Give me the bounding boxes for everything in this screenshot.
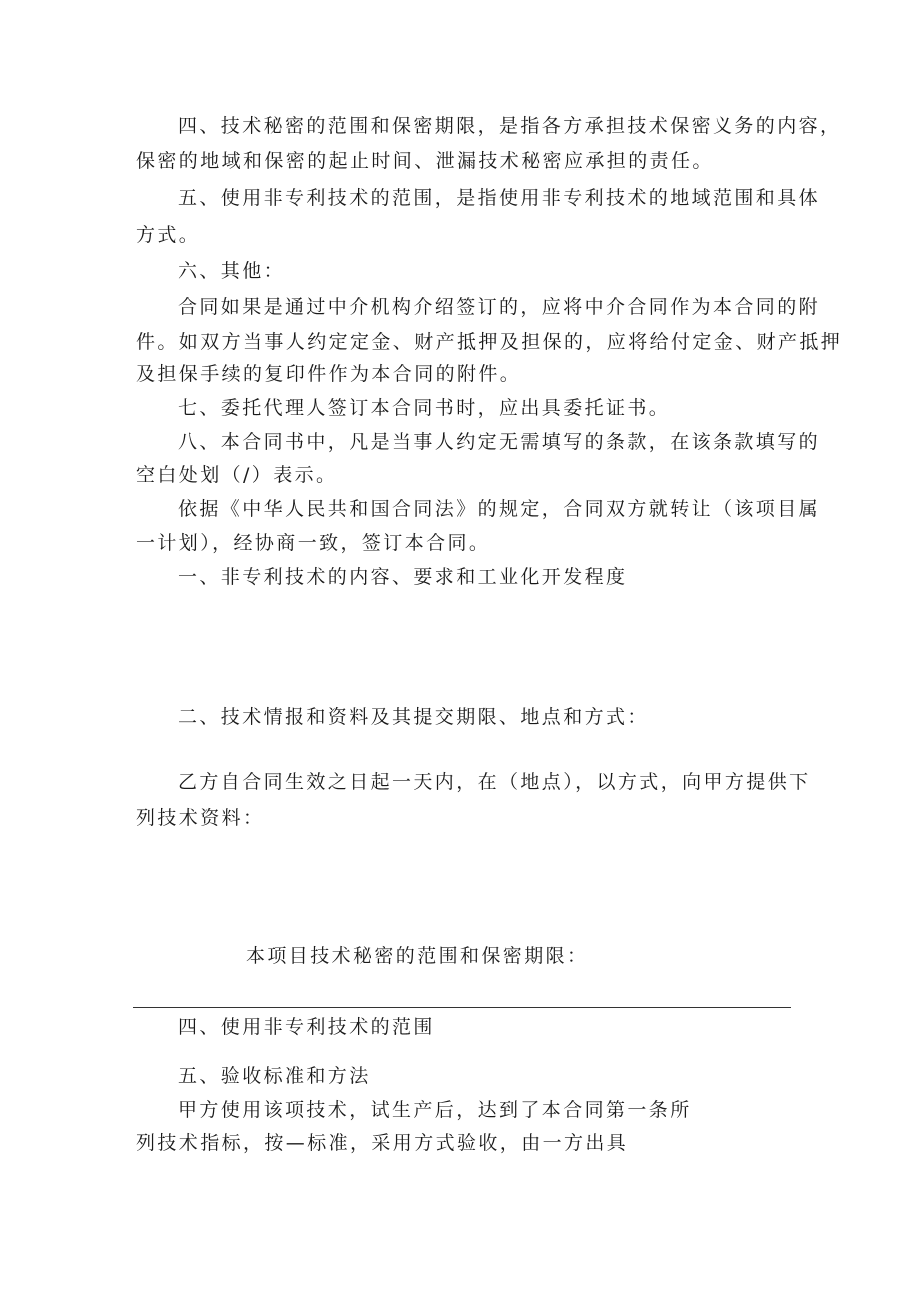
paragraph-line: 七、委托代理人签订本合同书时，应出具委托证书。 (178, 397, 671, 419)
paragraph-line: 合同如果是通过中介机构介绍签订的，应将中介合同作为本合同的附 (178, 296, 821, 318)
paragraph-line: 方式。 (136, 224, 201, 246)
paragraph-line: 甲方使用该项技术，试生产后，达到了本合同第一条所 (178, 1099, 692, 1121)
section-heading: 二、技术情报和资料及其提交期限、地点和方式： (178, 706, 649, 728)
section-heading: 五、验收标准和方法 (178, 1065, 371, 1087)
paragraph-line: 保密的地域和保密的起止时间、泄漏技术秘密应承担的责任。 (136, 150, 714, 172)
paragraph-line: 八、本合同书中，凡是当事人约定无需填写的条款，在该条款填写的 (178, 431, 821, 453)
paragraph-line: 五、使用非专利技术的范围，是指使用非专利技术的地域范围和具体 (178, 187, 821, 209)
paragraph-line: 一计划），经协商一致，签订本合同。 (136, 532, 491, 554)
paragraph-line: 空白处划（/）表示。 (136, 464, 338, 486)
paragraph-line: 乙方自合同生效之日起一天内，在（地点），以方式，向甲方提供下 (178, 771, 811, 793)
paragraph-line: 及担保手续的复印件作为本合同的附件。 (136, 363, 522, 385)
section-heading: 四、使用非专利技术的范围 (178, 1016, 435, 1038)
paragraph-line: 依据《中华人民共和国合同法》的规定，合同双方就转让（该项目属 (178, 498, 821, 520)
section-heading: 六、其他： (178, 260, 286, 282)
paragraph-line: 列技术资料： (136, 807, 265, 829)
section-heading: 一、非专利技术的内容、要求和工业化开发程度 (178, 566, 628, 588)
paragraph-line: 件。如双方当事人约定定金、财产抵押及担保的，应将给付定金、财产抵押 (136, 331, 843, 353)
horizontal-rule (133, 1007, 791, 1008)
paragraph-line: 列技术指标，按—标准，采用方式验收，由一方出具 (136, 1132, 629, 1154)
section-heading: 本项目技术秘密的范围和保密期限： (246, 945, 589, 967)
paragraph-line: 四、技术秘密的范围和保密期限，是指各方承担技术保密义务的内容， (178, 115, 842, 137)
